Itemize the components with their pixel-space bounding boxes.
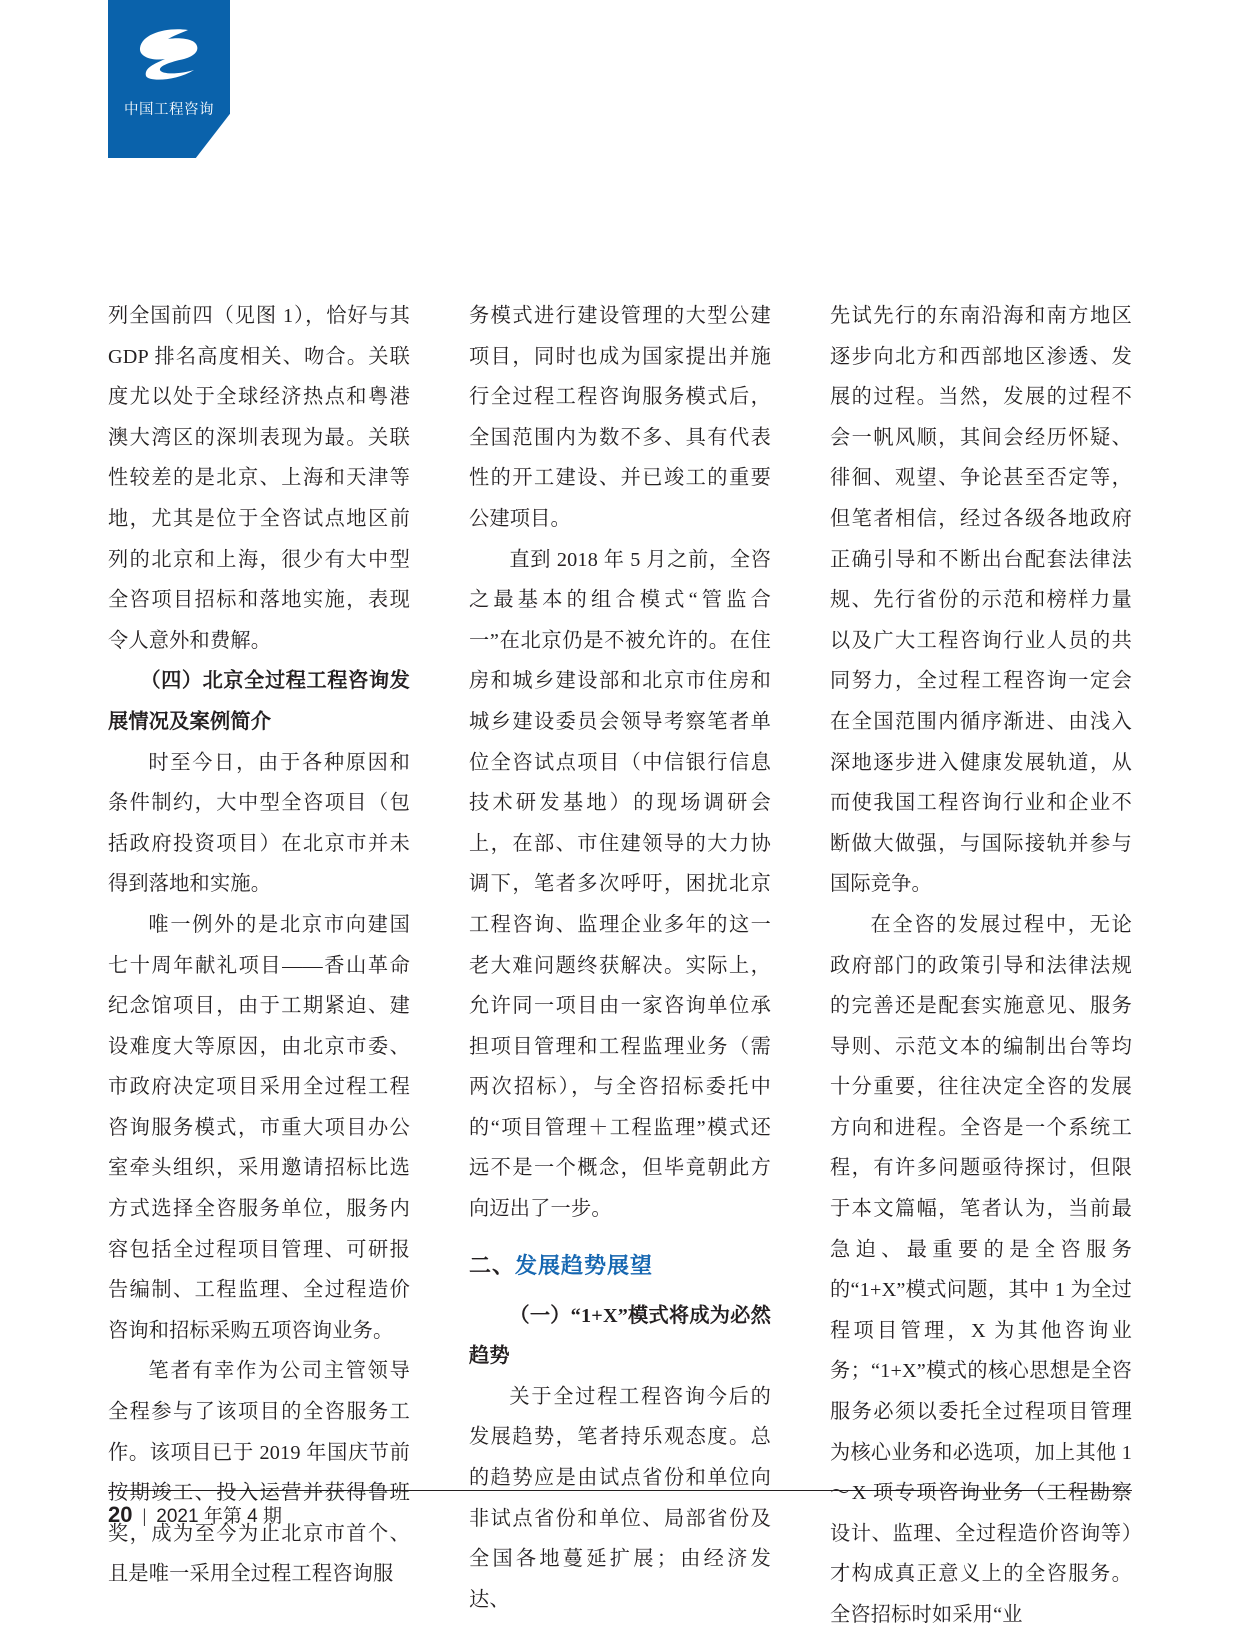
paragraph: 关于全过程工程咨询今后的发展趋势，笔者持乐观态度。总的趋势应是由试点省份和单位向非试点省份和单位、局部省份及全国各地蔓延扩展；由经济发达、 [469,1385,771,1611]
logo-caption: 中国工程咨询 [124,102,214,118]
issue-label: 2021 年第 4 期 [156,1506,282,1527]
page-number: 20 [108,1502,133,1527]
column-right [830,296,1132,1626]
section-number: 二、 [469,1252,516,1278]
subsection-heading: （四）北京全过程工程咨询发展情况及案例简介 [108,670,410,733]
swoosh-logo-icon [132,26,206,82]
paragraph: 在全咨的发展过程中，无论政府部门的政策引导和法律法规的完善还是配套实施意见、服务导则、示范文本的编制出台等均十分重要，往往决定全咨的发展方向和进程。全咨是一个系统工程，有许多问题亟待探讨，但限于本文篇幅，笔者认为，当前最急迫、最重要的是全咨服务的“1+X”模式问题，其中 1 为全过程项目管理，X 为其他咨询业务；“1+X”模式的核心思想是全咨服务必须以委托全过程项目管理为核心业务和必选项，加上其他 1～X 项专项咨询业务（工程勘察设计、监理、全过程造价咨询等）才构成真正意义上的全咨服务。全咨招标时如采用“业 [830,913,1132,1626]
column-middle [469,296,771,1611]
section-heading [469,1246,771,1286]
footer-separator: | [142,1506,147,1527]
page-footer [108,1490,1132,1528]
publication-logo [108,0,230,158]
paragraph: 先试先行的东南沿海和南方地区逐步向北方和西部地区渗透、发展的过程。当然，发展的过程不会一帆风顺，其间会经历怀疑、徘徊、观望、争论甚至否定等，但笔者相信，经过各级各地政府正确引导和不断出台配套法律法规、先行省份的示范和榜样力量以及广大工程咨询行业人员的共同努力，全过程工程咨询一定会在全国范围内循序渐进、由浅入深地逐步进入健康发展轨道，从而使我国工程咨询行业和企业不断做大做强，与国际接轨并参与国际竞争。 [830,305,1132,896]
paragraph: 列全国前四（见图 1），恰好与其 GDP 排名高度相关、吻合。关联度尤以处于全球经济热点和粤港澳大湾区的深圳表现为最。关联性较差的是北京、上海和天津等地，尤其是位于全咨试点地区前列的北京和上海，很少有大中型全咨项目招标和落地实施，表现令人意外和费解。 [108,305,410,652]
paragraph: 直到 2018 年 5 月之前，全咨之最基本的组合模式“管监合一”在北京仍是不被允许的。在住房和城乡建设部和北京市住房和城乡建设委员会领导考察笔者单位全咨试点项目（中信银行信息技术研发基地）的现场调研会上，在部、市住建领导的大力协调下，笔者多次呼吁，困扰北京工程咨询、监理企业多年的这一老大难问题终获解决。实际上，允许同一项目由一家咨询单位承担项目管理和工程监理业务（需两次招标），与全咨招标委托中的“项目管理＋工程监理”模式还远不是一个概念，但毕竟朝此方向迈出了一步。 [469,548,771,1221]
paragraph: 唯一例外的是北京市向建国七十周年献礼项目——香山革命纪念馆项目，由于工期紧迫、建设难度大等原因，由北京市委、市政府决定项目采用全过程工程咨询服务模式，市重大项目办公室牵头组织，采用邀请招标比选方式选择全咨服务单位，服务内容包括全过程项目管理、可研报告编制、工程监理、全过程造价咨询和招标采购五项咨询业务。 [108,913,410,1342]
subsection-heading: （一）“1+X”模式将成为必然趋势 [469,1304,771,1368]
paragraph: 务模式进行建设管理的大型公建项目，同时也成为国家提出并施行全过程工程咨询服务模式后，全国范围内为数不多、具有代表性的开工建设、并已竣工的重要公建项目。 [469,305,771,530]
paragraph: 笔者有幸作为公司主管领导全程参与了该项目的全咨服务工作。该项目已于 2019 年国庆节前按期竣工、投入运营并获得鲁班奖，成为至今为止北京市首个、且是唯一采用全过程工程咨询服 [108,1360,410,1586]
paragraph: 时至今日，由于各种原因和条件制约，大中型全咨项目（包括政府投资项目）在北京市并未得到落地和实施。 [108,751,410,896]
section-title: 发展趋势展望 [515,1252,654,1278]
